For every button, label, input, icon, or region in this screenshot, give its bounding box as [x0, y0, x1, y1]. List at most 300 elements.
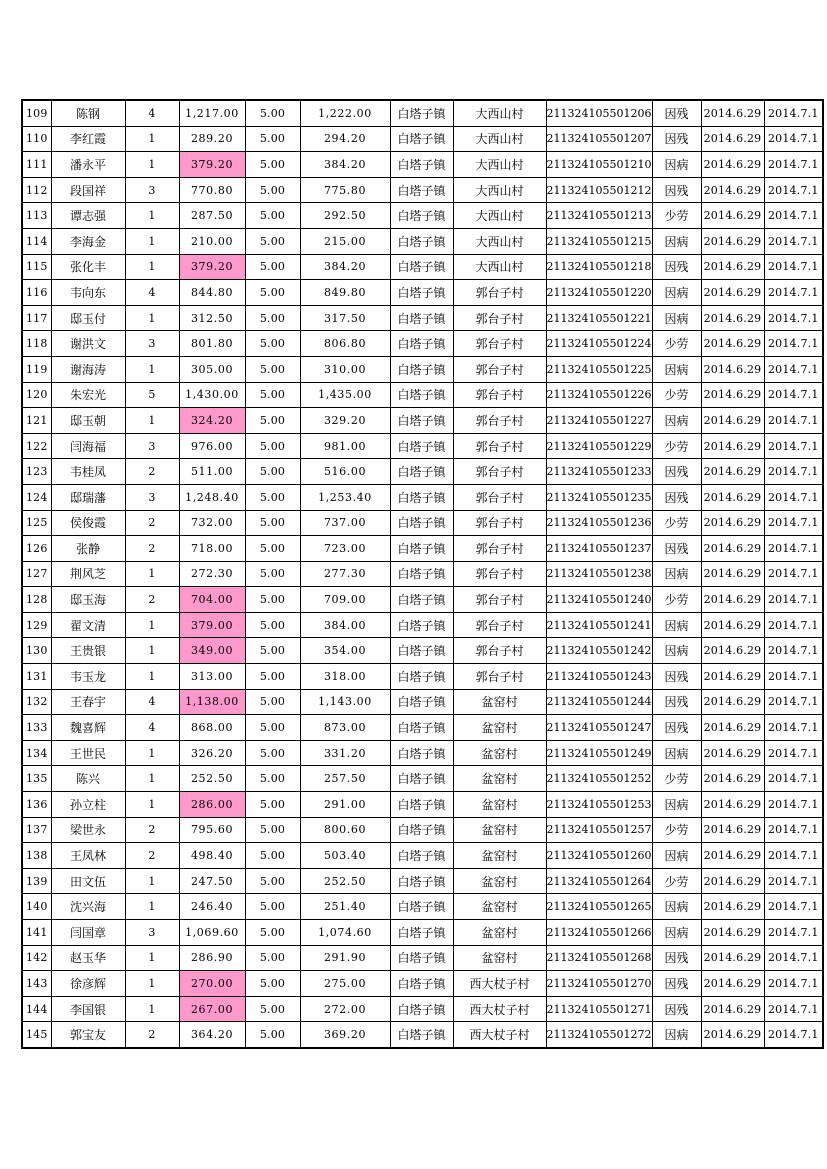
household-size-cell: 1: [125, 945, 179, 971]
name-cell: 邸玉朝: [51, 408, 125, 434]
end-date-cell: 2014.7.1: [764, 254, 823, 280]
account-id-cell: 211324105501220: [546, 280, 652, 306]
end-date-cell: 2014.7.1: [764, 689, 823, 715]
row-number: 132: [22, 689, 51, 715]
account-id-cell: 211324105501252: [546, 766, 652, 792]
name-cell: 陈兴: [51, 766, 125, 792]
row-number: 121: [22, 408, 51, 434]
account-id-cell: 211324105501266: [546, 920, 652, 946]
account-id-cell: 211324105501240: [546, 587, 652, 613]
amount-cell: 272.30: [179, 561, 245, 587]
name-cell: 荆风芝: [51, 561, 125, 587]
reason-cell: 少劳: [652, 510, 701, 536]
amount-cell: 379.20: [179, 254, 245, 280]
amount-cell: 498.40: [179, 843, 245, 869]
row-number: 143: [22, 971, 51, 997]
account-id-cell: 211324105501206: [546, 100, 652, 126]
end-date-cell: 2014.7.1: [764, 203, 823, 229]
table-row: [22, 152, 823, 178]
reason-cell: 少劳: [652, 587, 701, 613]
village-cell: 郭台子村: [453, 280, 546, 306]
village-cell: 大西山村: [453, 152, 546, 178]
table-row: [22, 254, 823, 280]
start-date-cell: 2014.6.29: [701, 331, 764, 357]
row-number: 136: [22, 792, 51, 818]
household-size-cell: 1: [125, 971, 179, 997]
household-size-cell: 1: [125, 356, 179, 382]
row-number: 140: [22, 894, 51, 920]
row-number: 131: [22, 664, 51, 690]
table-row: [22, 689, 823, 715]
data-table: [21, 99, 824, 1049]
total-cell: 251.40: [300, 894, 390, 920]
reason-cell: 因病: [652, 920, 701, 946]
account-id-cell: 211324105501272: [546, 1022, 652, 1048]
total-cell: 1,253.40: [300, 484, 390, 510]
extra-amount-cell: 5.00: [245, 228, 300, 254]
village-cell: 大西山村: [453, 254, 546, 280]
town-cell: 白塔子镇: [390, 228, 453, 254]
household-size-cell: 1: [125, 740, 179, 766]
household-size-cell: 1: [125, 792, 179, 818]
total-cell: 800.60: [300, 817, 390, 843]
total-cell: 1,435.00: [300, 382, 390, 408]
village-cell: 盆窑村: [453, 945, 546, 971]
extra-amount-cell: 5.00: [245, 971, 300, 997]
end-date-cell: 2014.7.1: [764, 740, 823, 766]
table-row: [22, 817, 823, 843]
town-cell: 白塔子镇: [390, 843, 453, 869]
account-id-cell: 211324105501243: [546, 664, 652, 690]
extra-amount-cell: 5.00: [245, 408, 300, 434]
account-id-cell: 211324105501242: [546, 638, 652, 664]
table-row: [22, 100, 823, 126]
name-cell: 谢洪文: [51, 331, 125, 357]
account-id-cell: 211324105501213: [546, 203, 652, 229]
start-date-cell: 2014.6.29: [701, 126, 764, 152]
name-cell: 侯俊霞: [51, 510, 125, 536]
account-id-cell: 211324105501207: [546, 126, 652, 152]
village-cell: 盆窑村: [453, 868, 546, 894]
account-id-cell: 211324105501253: [546, 792, 652, 818]
row-number: 127: [22, 561, 51, 587]
village-cell: 盆窑村: [453, 894, 546, 920]
end-date-cell: 2014.7.1: [764, 510, 823, 536]
village-cell: 郭台子村: [453, 305, 546, 331]
amount-cell: 732.00: [179, 510, 245, 536]
start-date-cell: 2014.6.29: [701, 920, 764, 946]
extra-amount-cell: 5.00: [245, 766, 300, 792]
extra-amount-cell: 5.00: [245, 740, 300, 766]
amount-cell: 379.00: [179, 612, 245, 638]
table-row: [22, 920, 823, 946]
extra-amount-cell: 5.00: [245, 894, 300, 920]
village-cell: 郭台子村: [453, 331, 546, 357]
account-id-cell: 211324105501265: [546, 894, 652, 920]
end-date-cell: 2014.7.1: [764, 433, 823, 459]
reason-cell: 因残: [652, 254, 701, 280]
account-id-cell: 211324105501235: [546, 484, 652, 510]
village-cell: 盆窑村: [453, 920, 546, 946]
total-cell: 292.50: [300, 203, 390, 229]
household-size-cell: 3: [125, 331, 179, 357]
total-cell: 384.20: [300, 254, 390, 280]
village-cell: 郭台子村: [453, 664, 546, 690]
village-cell: 郭台子村: [453, 510, 546, 536]
account-id-cell: 211324105501241: [546, 612, 652, 638]
account-id-cell: 211324105501257: [546, 817, 652, 843]
village-cell: 盆窑村: [453, 817, 546, 843]
household-size-cell: 3: [125, 920, 179, 946]
village-cell: 盆窑村: [453, 740, 546, 766]
total-cell: 331.20: [300, 740, 390, 766]
reason-cell: 因残: [652, 126, 701, 152]
end-date-cell: 2014.7.1: [764, 126, 823, 152]
total-cell: 215.00: [300, 228, 390, 254]
total-cell: 849.80: [300, 280, 390, 306]
end-date-cell: 2014.7.1: [764, 792, 823, 818]
name-cell: 张静: [51, 536, 125, 562]
town-cell: 白塔子镇: [390, 203, 453, 229]
extra-amount-cell: 5.00: [245, 664, 300, 690]
reason-cell: 因残: [652, 100, 701, 126]
start-date-cell: 2014.6.29: [701, 740, 764, 766]
name-cell: 李红霞: [51, 126, 125, 152]
reason-cell: 少劳: [652, 868, 701, 894]
household-size-cell: 1: [125, 664, 179, 690]
table-row: [22, 177, 823, 203]
village-cell: 郭台子村: [453, 433, 546, 459]
table-row: [22, 715, 823, 741]
reason-cell: 因病: [652, 894, 701, 920]
town-cell: 白塔子镇: [390, 920, 453, 946]
start-date-cell: 2014.6.29: [701, 100, 764, 126]
end-date-cell: 2014.7.1: [764, 612, 823, 638]
end-date-cell: 2014.7.1: [764, 152, 823, 178]
start-date-cell: 2014.6.29: [701, 228, 764, 254]
row-number: 144: [22, 996, 51, 1022]
amount-cell: 286.00: [179, 792, 245, 818]
table-row: [22, 996, 823, 1022]
start-date-cell: 2014.6.29: [701, 843, 764, 869]
town-cell: 白塔子镇: [390, 945, 453, 971]
row-number: 129: [22, 612, 51, 638]
end-date-cell: 2014.7.1: [764, 664, 823, 690]
amount-cell: 868.00: [179, 715, 245, 741]
account-id-cell: 211324105501238: [546, 561, 652, 587]
name-cell: 谭志强: [51, 203, 125, 229]
reason-cell: 因病: [652, 792, 701, 818]
end-date-cell: 2014.7.1: [764, 561, 823, 587]
name-cell: 韦玉龙: [51, 664, 125, 690]
table-row: [22, 1022, 823, 1048]
name-cell: 赵玉华: [51, 945, 125, 971]
row-number: 114: [22, 228, 51, 254]
extra-amount-cell: 5.00: [245, 100, 300, 126]
start-date-cell: 2014.6.29: [701, 638, 764, 664]
row-number: 111: [22, 152, 51, 178]
total-cell: 291.00: [300, 792, 390, 818]
reason-cell: 因残: [652, 536, 701, 562]
household-size-cell: 1: [125, 152, 179, 178]
end-date-cell: 2014.7.1: [764, 766, 823, 792]
account-id-cell: 211324105501244: [546, 689, 652, 715]
name-cell: 闫国章: [51, 920, 125, 946]
household-size-cell: 1: [125, 612, 179, 638]
extra-amount-cell: 5.00: [245, 920, 300, 946]
name-cell: 沈兴海: [51, 894, 125, 920]
reason-cell: 因病: [652, 612, 701, 638]
amount-cell: 349.00: [179, 638, 245, 664]
total-cell: 516.00: [300, 459, 390, 485]
end-date-cell: 2014.7.1: [764, 587, 823, 613]
village-cell: 大西山村: [453, 100, 546, 126]
name-cell: 韦向东: [51, 280, 125, 306]
row-number: 141: [22, 920, 51, 946]
name-cell: 陈钢: [51, 100, 125, 126]
town-cell: 白塔子镇: [390, 868, 453, 894]
town-cell: 白塔子镇: [390, 996, 453, 1022]
end-date-cell: 2014.7.1: [764, 868, 823, 894]
town-cell: 白塔子镇: [390, 587, 453, 613]
table-row: [22, 228, 823, 254]
table-row: [22, 408, 823, 434]
account-id-cell: 211324105501237: [546, 536, 652, 562]
start-date-cell: 2014.6.29: [701, 152, 764, 178]
town-cell: 白塔子镇: [390, 715, 453, 741]
row-number: 122: [22, 433, 51, 459]
town-cell: 白塔子镇: [390, 356, 453, 382]
table-row: [22, 459, 823, 485]
account-id-cell: 211324105501221: [546, 305, 652, 331]
account-id-cell: 211324105501268: [546, 945, 652, 971]
total-cell: 806.80: [300, 331, 390, 357]
table-row: [22, 510, 823, 536]
start-date-cell: 2014.6.29: [701, 382, 764, 408]
total-cell: 354.00: [300, 638, 390, 664]
end-date-cell: 2014.7.1: [764, 177, 823, 203]
account-id-cell: 211324105501260: [546, 843, 652, 869]
end-date-cell: 2014.7.1: [764, 305, 823, 331]
reason-cell: 因残: [652, 664, 701, 690]
total-cell: 737.00: [300, 510, 390, 536]
town-cell: 白塔子镇: [390, 536, 453, 562]
village-cell: 郭台子村: [453, 484, 546, 510]
table-row: [22, 561, 823, 587]
reason-cell: 少劳: [652, 331, 701, 357]
reason-cell: 少劳: [652, 817, 701, 843]
table-row: [22, 356, 823, 382]
name-cell: 谢海涛: [51, 356, 125, 382]
reason-cell: 少劳: [652, 433, 701, 459]
account-id-cell: 211324105501229: [546, 433, 652, 459]
total-cell: 329.20: [300, 408, 390, 434]
amount-cell: 324.20: [179, 408, 245, 434]
extra-amount-cell: 5.00: [245, 792, 300, 818]
account-id-cell: 211324105501227: [546, 408, 652, 434]
row-number: 119: [22, 356, 51, 382]
account-id-cell: 211324105501224: [546, 331, 652, 357]
town-cell: 白塔子镇: [390, 152, 453, 178]
village-cell: 郭台子村: [453, 408, 546, 434]
household-size-cell: 1: [125, 228, 179, 254]
total-cell: 503.40: [300, 843, 390, 869]
household-size-cell: 1: [125, 305, 179, 331]
row-number: 109: [22, 100, 51, 126]
row-number: 139: [22, 868, 51, 894]
extra-amount-cell: 5.00: [245, 459, 300, 485]
household-size-cell: 1: [125, 638, 179, 664]
name-cell: 徐彦辉: [51, 971, 125, 997]
extra-amount-cell: 5.00: [245, 356, 300, 382]
extra-amount-cell: 5.00: [245, 254, 300, 280]
row-number: 124: [22, 484, 51, 510]
village-cell: 盆窑村: [453, 766, 546, 792]
total-cell: 277.30: [300, 561, 390, 587]
household-size-cell: 1: [125, 996, 179, 1022]
name-cell: 闫海福: [51, 433, 125, 459]
start-date-cell: 2014.6.29: [701, 1022, 764, 1048]
extra-amount-cell: 5.00: [245, 152, 300, 178]
end-date-cell: 2014.7.1: [764, 996, 823, 1022]
household-size-cell: 5: [125, 382, 179, 408]
end-date-cell: 2014.7.1: [764, 331, 823, 357]
household-size-cell: 1: [125, 408, 179, 434]
reason-cell: 因残: [652, 971, 701, 997]
reason-cell: 因残: [652, 996, 701, 1022]
end-date-cell: 2014.7.1: [764, 100, 823, 126]
row-number: 123: [22, 459, 51, 485]
extra-amount-cell: 5.00: [245, 817, 300, 843]
extra-amount-cell: 5.00: [245, 996, 300, 1022]
end-date-cell: 2014.7.1: [764, 280, 823, 306]
town-cell: 白塔子镇: [390, 689, 453, 715]
household-size-cell: 1: [125, 561, 179, 587]
extra-amount-cell: 5.00: [245, 331, 300, 357]
village-cell: 西大杖子村: [453, 996, 546, 1022]
amount-cell: 1,430.00: [179, 382, 245, 408]
amount-cell: 312.50: [179, 305, 245, 331]
household-size-cell: 2: [125, 459, 179, 485]
account-id-cell: 211324105501236: [546, 510, 652, 536]
amount-cell: 210.00: [179, 228, 245, 254]
village-cell: 郭台子村: [453, 612, 546, 638]
household-size-cell: 4: [125, 100, 179, 126]
row-number: 138: [22, 843, 51, 869]
town-cell: 白塔子镇: [390, 638, 453, 664]
start-date-cell: 2014.6.29: [701, 305, 764, 331]
reason-cell: 因病: [652, 356, 701, 382]
town-cell: 白塔子镇: [390, 484, 453, 510]
village-cell: 西大杖子村: [453, 971, 546, 997]
extra-amount-cell: 5.00: [245, 280, 300, 306]
table-row: [22, 612, 823, 638]
row-number: 145: [22, 1022, 51, 1048]
amount-cell: 1,138.00: [179, 689, 245, 715]
total-cell: 317.50: [300, 305, 390, 331]
row-number: 116: [22, 280, 51, 306]
total-cell: 369.20: [300, 1022, 390, 1048]
end-date-cell: 2014.7.1: [764, 971, 823, 997]
extra-amount-cell: 5.00: [245, 203, 300, 229]
extra-amount-cell: 5.00: [245, 126, 300, 152]
start-date-cell: 2014.6.29: [701, 484, 764, 510]
row-number: 125: [22, 510, 51, 536]
reason-cell: 因病: [652, 1022, 701, 1048]
household-size-cell: 2: [125, 1022, 179, 1048]
amount-cell: 287.50: [179, 203, 245, 229]
name-cell: 魏喜辉: [51, 715, 125, 741]
household-size-cell: 2: [125, 817, 179, 843]
end-date-cell: 2014.7.1: [764, 459, 823, 485]
town-cell: 白塔子镇: [390, 408, 453, 434]
total-cell: 318.00: [300, 664, 390, 690]
village-cell: 盆窑村: [453, 792, 546, 818]
village-cell: 大西山村: [453, 228, 546, 254]
total-cell: 981.00: [300, 433, 390, 459]
reason-cell: 因残: [652, 484, 701, 510]
end-date-cell: 2014.7.1: [764, 484, 823, 510]
amount-cell: 801.80: [179, 331, 245, 357]
total-cell: 384.00: [300, 612, 390, 638]
village-cell: 大西山村: [453, 177, 546, 203]
town-cell: 白塔子镇: [390, 894, 453, 920]
amount-cell: 1,069.60: [179, 920, 245, 946]
town-cell: 白塔子镇: [390, 510, 453, 536]
amount-cell: 976.00: [179, 433, 245, 459]
total-cell: 384.20: [300, 152, 390, 178]
total-cell: 275.00: [300, 971, 390, 997]
amount-cell: 246.40: [179, 894, 245, 920]
account-id-cell: 211324105501210: [546, 152, 652, 178]
row-number: 110: [22, 126, 51, 152]
village-cell: 盆窑村: [453, 843, 546, 869]
name-cell: 邸玉海: [51, 587, 125, 613]
village-cell: 西大杖子村: [453, 1022, 546, 1048]
name-cell: 李国银: [51, 996, 125, 1022]
extra-amount-cell: 5.00: [245, 1022, 300, 1048]
household-size-cell: 1: [125, 868, 179, 894]
reason-cell: 因病: [652, 280, 701, 306]
reason-cell: 因残: [652, 177, 701, 203]
reason-cell: 少劳: [652, 382, 701, 408]
row-number: 120: [22, 382, 51, 408]
table-row: [22, 868, 823, 894]
total-cell: 709.00: [300, 587, 390, 613]
start-date-cell: 2014.6.29: [701, 971, 764, 997]
amount-cell: 364.20: [179, 1022, 245, 1048]
total-cell: 272.00: [300, 996, 390, 1022]
town-cell: 白塔子镇: [390, 612, 453, 638]
total-cell: 1,143.00: [300, 689, 390, 715]
amount-cell: 379.20: [179, 152, 245, 178]
reason-cell: 因病: [652, 228, 701, 254]
extra-amount-cell: 5.00: [245, 638, 300, 664]
row-number: 142: [22, 945, 51, 971]
extra-amount-cell: 5.00: [245, 561, 300, 587]
name-cell: 田文伍: [51, 868, 125, 894]
end-date-cell: 2014.7.1: [764, 228, 823, 254]
table-row: [22, 433, 823, 459]
name-cell: 潘永平: [51, 152, 125, 178]
total-cell: 252.50: [300, 868, 390, 894]
end-date-cell: 2014.7.1: [764, 894, 823, 920]
town-cell: 白塔子镇: [390, 433, 453, 459]
total-cell: 1,222.00: [300, 100, 390, 126]
start-date-cell: 2014.6.29: [701, 945, 764, 971]
town-cell: 白塔子镇: [390, 971, 453, 997]
start-date-cell: 2014.6.29: [701, 433, 764, 459]
